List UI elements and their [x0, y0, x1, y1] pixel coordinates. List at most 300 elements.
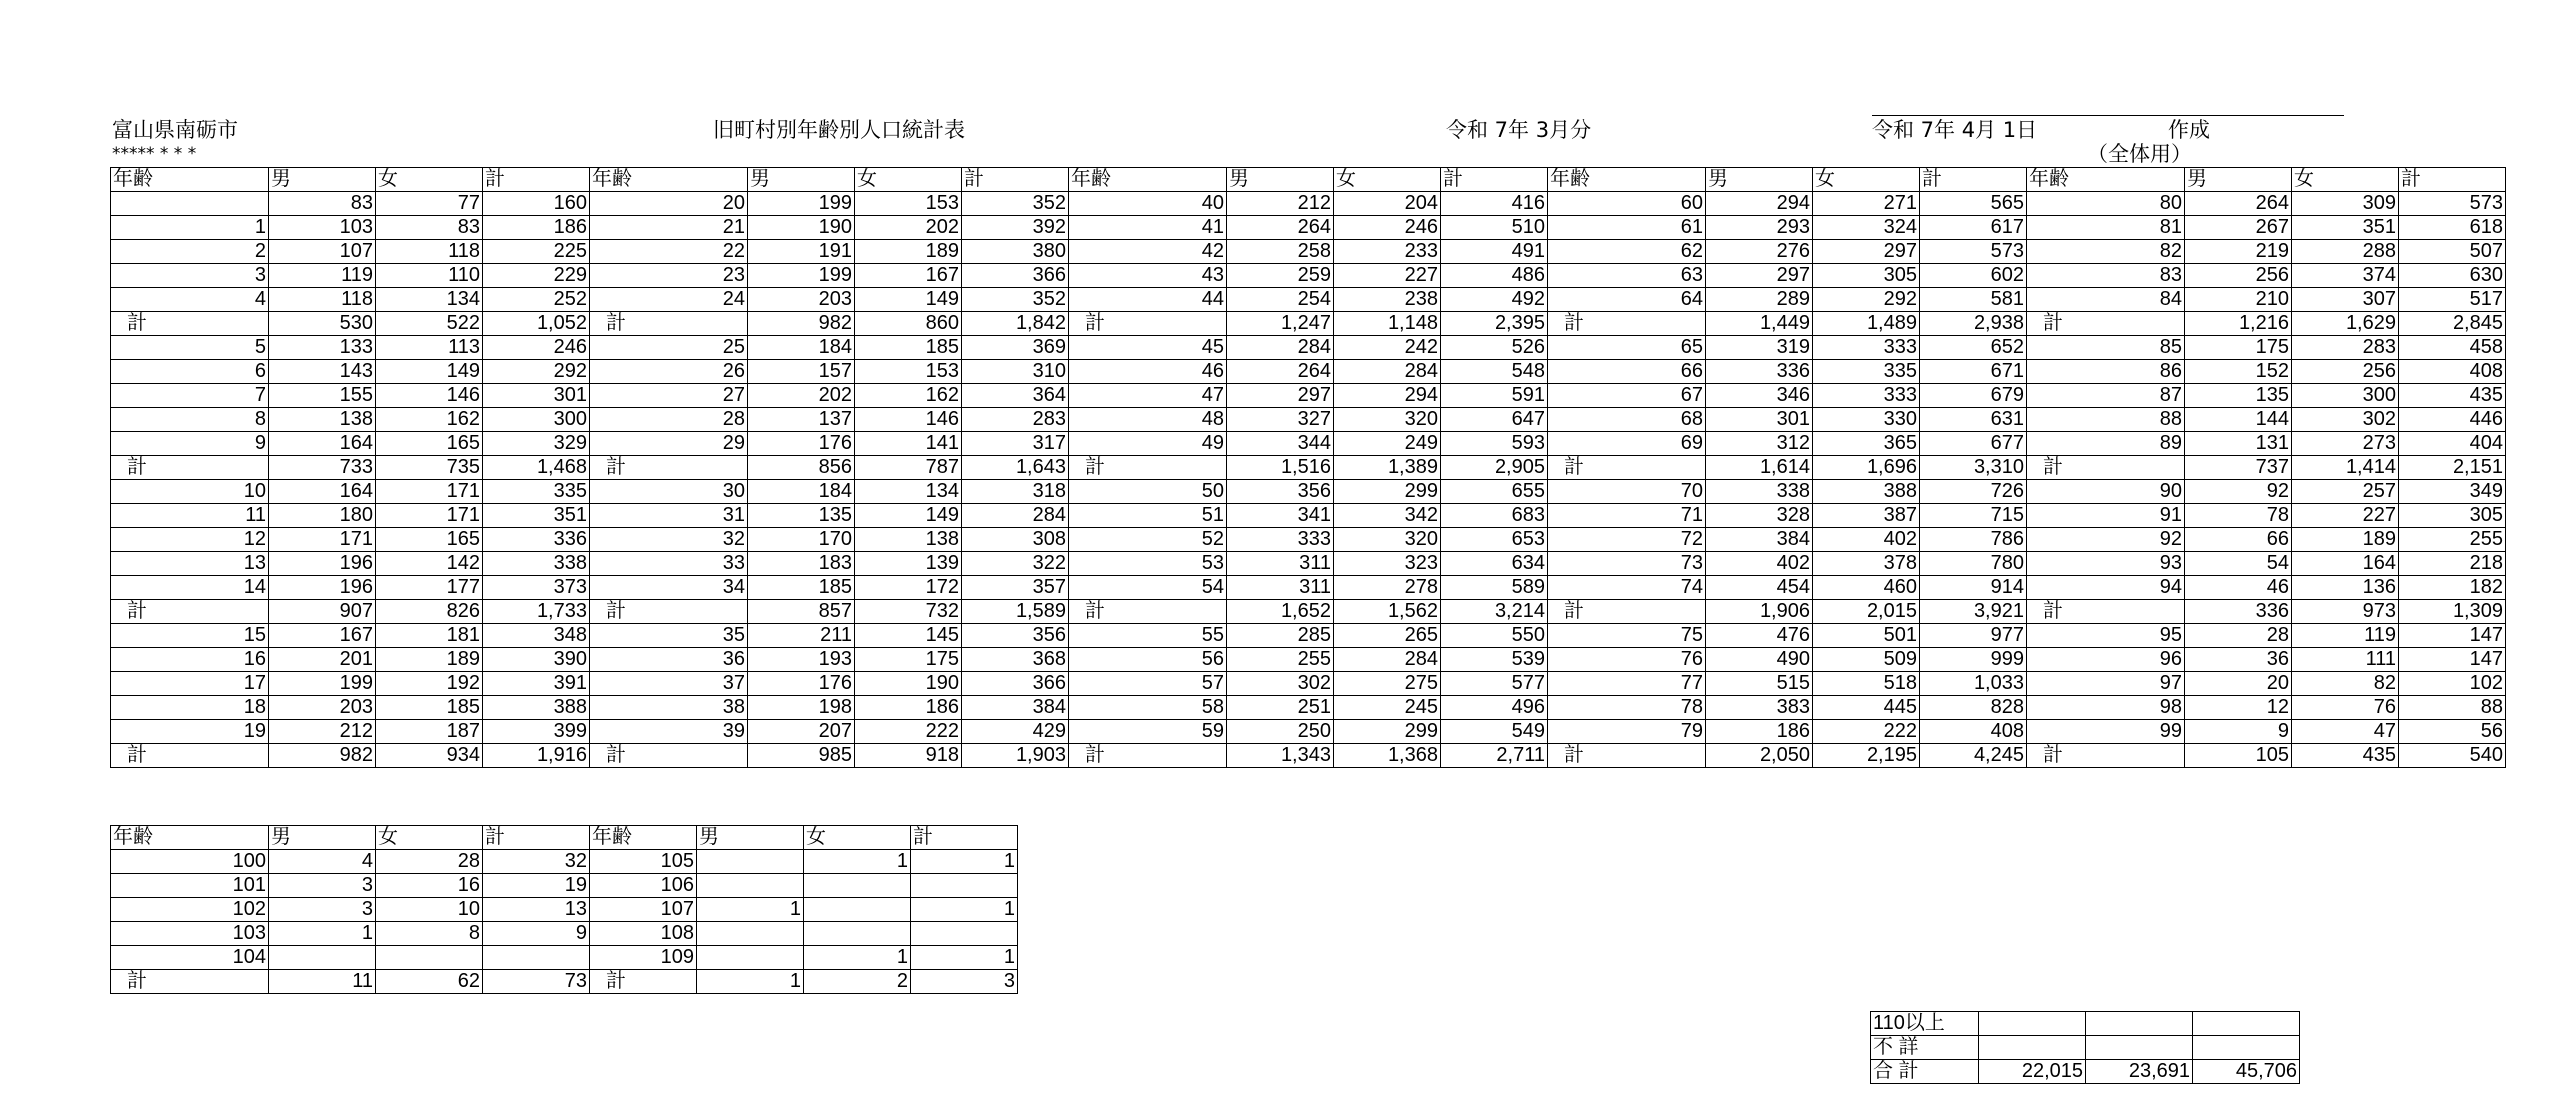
main_table-value-cell: 446: [2399, 408, 2506, 432]
main_table-value-cell: 402: [1813, 528, 1920, 552]
main_table-value-cell: 110: [376, 264, 483, 288]
main_table-value-cell: 284: [962, 504, 1069, 528]
main_table-value-cell: 565: [1920, 192, 2027, 216]
main_table-age-cell: 計: [2027, 456, 2185, 480]
main_table-value-cell: 733: [269, 456, 376, 480]
main_table-value-cell: 392: [962, 216, 1069, 240]
main_table-value-cell: 149: [855, 504, 962, 528]
main_table-value-cell: 149: [855, 288, 962, 312]
main_table-value-cell: 342: [1334, 504, 1441, 528]
main_table-value-cell: 212: [269, 720, 376, 744]
main_table-value-cell: 914: [1920, 576, 2027, 600]
main_table-value-cell: 408: [2399, 360, 2506, 384]
main_table-value-cell: 357: [962, 576, 1069, 600]
bottom_table-value-cell: 10: [376, 898, 483, 922]
bottom_table-value-cell: [376, 946, 483, 970]
main_table-header-cell: 女: [1813, 168, 1920, 192]
main_table-value-cell: 107: [269, 240, 376, 264]
main_table-value-cell: 378: [1813, 552, 1920, 576]
main_table-age-cell: 59: [1069, 720, 1227, 744]
main_table-age-cell: 6: [111, 360, 269, 384]
main_table-value-cell: 1,916: [483, 744, 590, 768]
main_table-age-cell: 31: [590, 504, 748, 528]
main_table-value-cell: 329: [483, 432, 590, 456]
main_table-age-cell: 22: [590, 240, 748, 264]
bottom_table-value-cell: 13: [483, 898, 590, 922]
main_table-value-cell: 985: [748, 744, 855, 768]
main_table-age-cell: 60: [1548, 192, 1706, 216]
main_table-value-cell: 177: [376, 576, 483, 600]
main_table-header-cell: 男: [269, 168, 376, 192]
main_table-header-cell: 計: [1441, 168, 1548, 192]
main_table-value-cell: 300: [2292, 384, 2399, 408]
main_table-row: [111, 576, 2506, 600]
main_table-value-cell: 312: [1706, 432, 1813, 456]
main_table-age-cell: 72: [1548, 528, 1706, 552]
main_table-age-cell: 38: [590, 696, 748, 720]
main_table-value-cell: 679: [1920, 384, 2027, 408]
main_table-value-cell: 317: [962, 432, 1069, 456]
main_table-header-cell: 年齢: [1069, 168, 1227, 192]
bottom_table-value-cell: 11: [269, 970, 376, 994]
main_table-value-cell: 338: [1706, 480, 1813, 504]
main_table-value-cell: 435: [2292, 744, 2399, 768]
main_table-value-cell: 3,310: [1920, 456, 2027, 480]
main_table-value-cell: 356: [962, 624, 1069, 648]
main_table-value-cell: 655: [1441, 480, 1548, 504]
main_table-value-cell: 184: [748, 480, 855, 504]
bottom_table-header-cell: 計: [911, 826, 1018, 850]
main_table-age-cell: 48: [1069, 408, 1227, 432]
main_table-value-cell: 507: [2399, 240, 2506, 264]
main_table-value-cell: 186: [1706, 720, 1813, 744]
main_table-age-cell: 30: [590, 480, 748, 504]
main_table-value-cell: 180: [269, 504, 376, 528]
main_table-value-cell: 152: [2185, 360, 2292, 384]
main_table-value-cell: 918: [855, 744, 962, 768]
main_table-age-cell: 54: [1069, 576, 1227, 600]
main_table-value-cell: 185: [376, 696, 483, 720]
main_table-value-cell: 2,711: [1441, 744, 1548, 768]
main_table-value-cell: 322: [962, 552, 1069, 576]
main_table-row: [111, 432, 2506, 456]
main_table-age-cell: 16: [111, 648, 269, 672]
main_table-age-cell: 計: [1548, 600, 1706, 624]
main_table-value-cell: 491: [1441, 240, 1548, 264]
main_table-value-cell: 631: [1920, 408, 2027, 432]
main_table-age-cell: 計: [1548, 456, 1706, 480]
main_table-value-cell: 510: [1441, 216, 1548, 240]
main_table-value-cell: 147: [2399, 648, 2506, 672]
main_table-value-cell: 139: [855, 552, 962, 576]
main_table-value-cell: 351: [2292, 216, 2399, 240]
main_table-age-cell: 61: [1548, 216, 1706, 240]
bottom_table-age-cell: 107: [590, 898, 697, 922]
main_table-age-cell: 83: [2027, 264, 2185, 288]
main_table-value-cell: 1,562: [1334, 600, 1441, 624]
main_table-value-cell: 202: [855, 216, 962, 240]
main_table-value-cell: 602: [1920, 264, 2027, 288]
main_table-value-cell: 113: [376, 336, 483, 360]
main_table-value-cell: 4,245: [1920, 744, 2027, 768]
main_table-age-cell: 計: [1069, 600, 1227, 624]
created-date: 令和 7年 4月 1日: [1872, 118, 2038, 142]
main_table-value-cell: 490: [1706, 648, 1813, 672]
main_table-value-cell: 176: [748, 672, 855, 696]
main_table-value-cell: 233: [1334, 240, 1441, 264]
date-rule: [1872, 115, 2344, 116]
main_table-row: [111, 456, 2506, 480]
totals-value-cell: [1979, 1012, 2086, 1036]
main_table-age-cell: 計: [590, 600, 748, 624]
main_table-row: [111, 264, 2506, 288]
main_table-value-cell: 1,733: [483, 600, 590, 624]
main_table-value-cell: 652: [1920, 336, 2027, 360]
main_table-value-cell: 349: [2399, 480, 2506, 504]
main_table-value-cell: 1,589: [962, 600, 1069, 624]
main_table-value-cell: 344: [1227, 432, 1334, 456]
main_table-header-cell: 計: [1920, 168, 2027, 192]
main_table-value-cell: 320: [1334, 408, 1441, 432]
main_table-value-cell: 284: [1334, 648, 1441, 672]
main_table-value-cell: 182: [2399, 576, 2506, 600]
main_table-value-cell: 305: [1813, 264, 1920, 288]
bottom_table-value-cell: [804, 922, 911, 946]
main_table-value-cell: 1,033: [1920, 672, 2027, 696]
bottom_table-value-cell: 3: [269, 898, 376, 922]
main_table-value-cell: 164: [269, 432, 376, 456]
main_table-value-cell: 647: [1441, 408, 1548, 432]
bottom_table-value-cell: 62: [376, 970, 483, 994]
main_table-value-cell: 294: [1334, 384, 1441, 408]
main_table-row: [111, 720, 2506, 744]
main_table-row: [111, 192, 2506, 216]
main_table-value-cell: 318: [962, 480, 1069, 504]
main_table-value-cell: 1,449: [1706, 312, 1813, 336]
main_table-value-cell: 141: [855, 432, 962, 456]
main_table-value-cell: 162: [855, 384, 962, 408]
main_table-age-cell: 40: [1069, 192, 1227, 216]
main_table-age-cell: 3: [111, 264, 269, 288]
main_table-value-cell: 307: [2292, 288, 2399, 312]
main_table-value-cell: 273: [2292, 432, 2399, 456]
main_table-age-cell: 17: [111, 672, 269, 696]
main_table-age-cell: 34: [590, 576, 748, 600]
main_table-value-cell: 153: [855, 360, 962, 384]
main_table-age-cell: 37: [590, 672, 748, 696]
main_table-value-cell: 172: [855, 576, 962, 600]
main_table-value-cell: 294: [1706, 192, 1813, 216]
main_table-value-cell: 1,652: [1227, 600, 1334, 624]
bottom_table-header-cell: 年齢: [111, 826, 269, 850]
main_table-row: [111, 624, 2506, 648]
main_table-age-cell: 76: [1548, 648, 1706, 672]
main_table-age-cell: 計: [111, 600, 269, 624]
main_table-value-cell: 1,489: [1813, 312, 1920, 336]
main_table-value-cell: 308: [962, 528, 1069, 552]
bottom_table-value-cell: [483, 946, 590, 970]
bottom_table-value-cell: [804, 898, 911, 922]
main_table-age-cell: 2: [111, 240, 269, 264]
main_table-value-cell: 297: [1706, 264, 1813, 288]
main_table-value-cell: 83: [269, 192, 376, 216]
main_table-header-cell: 計: [483, 168, 590, 192]
main_table-value-cell: 509: [1813, 648, 1920, 672]
main_table-age-cell: 11: [111, 504, 269, 528]
main_table-value-cell: 203: [748, 288, 855, 312]
main_table-value-cell: 300: [483, 408, 590, 432]
main_table-value-cell: 275: [1334, 672, 1441, 696]
main_table-value-cell: 88: [2399, 696, 2506, 720]
bottom_table-value-cell: 19: [483, 874, 590, 898]
main_table-value-cell: 297: [1227, 384, 1334, 408]
main_table-age-cell: 97: [2027, 672, 2185, 696]
main_table-age-cell: 65: [1548, 336, 1706, 360]
main_table-value-cell: 2,050: [1706, 744, 1813, 768]
main_table-value-cell: 501: [1813, 624, 1920, 648]
bottom_table-value-cell: 1: [804, 850, 911, 874]
main_table-value-cell: 333: [1813, 384, 1920, 408]
main_table-value-cell: 285: [1227, 624, 1334, 648]
main_table-value-cell: 365: [1813, 432, 1920, 456]
main_table-row: [111, 408, 2506, 432]
totals-value-cell: [2193, 1012, 2300, 1036]
main_table-value-cell: 267: [2185, 216, 2292, 240]
bottom_table-header-cell: 年齢: [590, 826, 697, 850]
main_table-value-cell: 1,414: [2292, 456, 2399, 480]
main_table-value-cell: 617: [1920, 216, 2027, 240]
totals-row: [1871, 1036, 2300, 1060]
main_table-value-cell: 245: [1334, 696, 1441, 720]
bottom_table-value-cell: 1: [911, 946, 1018, 970]
main_table-value-cell: 336: [2185, 600, 2292, 624]
main_table-header-cell: 女: [2292, 168, 2399, 192]
main_table-value-cell: 212: [1227, 192, 1334, 216]
main_table-value-cell: 210: [2185, 288, 2292, 312]
main_table-value-cell: 102: [2399, 672, 2506, 696]
main_table-row: [111, 384, 2506, 408]
main_table-age-cell: 73: [1548, 552, 1706, 576]
main_table-row: [111, 480, 2506, 504]
main_table-age-cell: 20: [590, 192, 748, 216]
main_table-age-cell: 80: [2027, 192, 2185, 216]
main_table-value-cell: 292: [483, 360, 590, 384]
main_table-value-cell: 496: [1441, 696, 1548, 720]
totals-label-cell: 110以上: [1871, 1012, 1979, 1036]
main_table-value-cell: 255: [2399, 528, 2506, 552]
main_table-value-cell: 302: [1227, 672, 1334, 696]
main_table-value-cell: 1,468: [483, 456, 590, 480]
main_table-value-cell: 368: [962, 648, 1069, 672]
main_table-value-cell: 137: [748, 408, 855, 432]
main_table-value-cell: 119: [269, 264, 376, 288]
main_table-value-cell: 288: [2292, 240, 2399, 264]
main_table-age-cell: 57: [1069, 672, 1227, 696]
main_table-value-cell: 408: [1920, 720, 2027, 744]
main_table-value-cell: 255: [1227, 648, 1334, 672]
main_table-age-cell: 85: [2027, 336, 2185, 360]
main_table-age-cell: 98: [2027, 696, 2185, 720]
main_table-age-cell: 78: [1548, 696, 1706, 720]
bottom_table-header-cell: 計: [483, 826, 590, 850]
main_table-value-cell: 147: [2399, 624, 2506, 648]
main_table-value-cell: 199: [269, 672, 376, 696]
main_table-value-cell: 190: [855, 672, 962, 696]
main_table-value-cell: 164: [2292, 552, 2399, 576]
main_table-header-cell: 計: [962, 168, 1069, 192]
main_table-age-cell: 58: [1069, 696, 1227, 720]
main_table-value-cell: 356: [1227, 480, 1334, 504]
main_table-value-cell: 320: [1334, 528, 1441, 552]
main_table-age-cell: 27: [590, 384, 748, 408]
main_table-value-cell: 1,643: [962, 456, 1069, 480]
main_table-age-cell: 91: [2027, 504, 2185, 528]
main_table-value-cell: 351: [483, 504, 590, 528]
main_table-value-cell: 299: [1334, 480, 1441, 504]
main_table-age-cell: 63: [1548, 264, 1706, 288]
main_table-age-cell: 56: [1069, 648, 1227, 672]
main_table-value-cell: 530: [269, 312, 376, 336]
main_table-row: [111, 504, 2506, 528]
main_table-value-cell: 540: [2399, 744, 2506, 768]
totals-value-cell: 45,706: [2193, 1060, 2300, 1084]
main_table-value-cell: 1,903: [962, 744, 1069, 768]
main_table-value-cell: 162: [376, 408, 483, 432]
main_table-value-cell: 999: [1920, 648, 2027, 672]
main_table-age-cell: 86: [2027, 360, 2185, 384]
main_table-header-cell: 計: [2399, 168, 2506, 192]
main_table-value-cell: 184: [748, 336, 855, 360]
main_table-value-cell: 1,842: [962, 312, 1069, 336]
main_table-value-cell: 458: [2399, 336, 2506, 360]
main_table-header-cell: 女: [855, 168, 962, 192]
bottom_table-header-cell: 女: [376, 826, 483, 850]
main_table-value-cell: 134: [376, 288, 483, 312]
main_table-value-cell: 47: [2292, 720, 2399, 744]
main_table-value-cell: 157: [748, 360, 855, 384]
main_table-row: [111, 312, 2506, 336]
main_table-age-cell: 41: [1069, 216, 1227, 240]
main_table-value-cell: 136: [2292, 576, 2399, 600]
bottom_table-value-cell: 1: [269, 922, 376, 946]
main_table-value-cell: 238: [1334, 288, 1441, 312]
main_table-value-cell: 787: [855, 456, 962, 480]
main_table-value-cell: 416: [1441, 192, 1548, 216]
main_table-value-cell: 171: [376, 480, 483, 504]
main_table-value-cell: 171: [269, 528, 376, 552]
main_table-value-cell: 522: [376, 312, 483, 336]
main_table-value-cell: 82: [2292, 672, 2399, 696]
main_table-value-cell: 3,214: [1441, 600, 1548, 624]
main_table-value-cell: 164: [269, 480, 376, 504]
main_table-value-cell: 246: [1334, 216, 1441, 240]
main_table-value-cell: 251: [1227, 696, 1334, 720]
main_table-age-cell: 35: [590, 624, 748, 648]
bottom_table-value-cell: [697, 850, 804, 874]
main_table-age-cell: 19: [111, 720, 269, 744]
main_table-value-cell: 289: [1706, 288, 1813, 312]
main_table-value-cell: 297: [1813, 240, 1920, 264]
main_table-age-cell: 32: [590, 528, 748, 552]
main_table-value-cell: 492: [1441, 288, 1548, 312]
totals-value-cell: [2086, 1012, 2193, 1036]
main_table-age-cell: 46: [1069, 360, 1227, 384]
main_table-value-cell: 2,151: [2399, 456, 2506, 480]
main_table-value-cell: 486: [1441, 264, 1548, 288]
main_table-value-cell: 190: [748, 216, 855, 240]
main_table-age-cell: 7: [111, 384, 269, 408]
main_table-value-cell: 977: [1920, 624, 2027, 648]
main_table-age-cell: 49: [1069, 432, 1227, 456]
main_table-value-cell: 323: [1334, 552, 1441, 576]
main_table-age-cell: 21: [590, 216, 748, 240]
main_table-value-cell: 1,696: [1813, 456, 1920, 480]
main_table-value-cell: 170: [748, 528, 855, 552]
main_table-value-cell: 1,247: [1227, 312, 1334, 336]
main_table-value-cell: 577: [1441, 672, 1548, 696]
main_table-value-cell: 155: [269, 384, 376, 408]
main_table-value-cell: 677: [1920, 432, 2027, 456]
main_table-value-cell: 92: [2185, 480, 2292, 504]
bottom_table-value-cell: [697, 922, 804, 946]
main_table-value-cell: 683: [1441, 504, 1548, 528]
main_table-value-cell: 196: [269, 552, 376, 576]
main_table-value-cell: 189: [2292, 528, 2399, 552]
main_table-age-cell: 26: [590, 360, 748, 384]
main_table-value-cell: 973: [2292, 600, 2399, 624]
main_table-value-cell: 278: [1334, 576, 1441, 600]
main_table-value-cell: 828: [1920, 696, 2027, 720]
main_table-value-cell: 309: [2292, 192, 2399, 216]
main_table-value-cell: 302: [2292, 408, 2399, 432]
main_table-value-cell: 202: [748, 384, 855, 408]
main_table-age-cell: 8: [111, 408, 269, 432]
bottom_table-header-row: [111, 826, 1018, 850]
main_table-value-cell: 319: [1706, 336, 1813, 360]
main_table-value-cell: 193: [748, 648, 855, 672]
main_table-value-cell: 336: [1706, 360, 1813, 384]
main_table-value-cell: 133: [269, 336, 376, 360]
main_table-value-cell: 265: [1334, 624, 1441, 648]
main_table-value-cell: 327: [1227, 408, 1334, 432]
main_table-value-cell: 118: [269, 288, 376, 312]
main_table-value-cell: 135: [2185, 384, 2292, 408]
main_table-value-cell: 256: [2292, 360, 2399, 384]
main_table-value-cell: 222: [855, 720, 962, 744]
main_table-header-cell: 年齢: [590, 168, 748, 192]
main_table-value-cell: 257: [2292, 480, 2399, 504]
main_table-age-cell: 55: [1069, 624, 1227, 648]
main_table-header-cell: 女: [376, 168, 483, 192]
main_table-age-cell: 29: [590, 432, 748, 456]
main_table-age-cell: 90: [2027, 480, 2185, 504]
main_table-age-cell: 15: [111, 624, 269, 648]
main_table-age-cell: 53: [1069, 552, 1227, 576]
main_table-age-cell: 33: [590, 552, 748, 576]
main_table-value-cell: 1,516: [1227, 456, 1334, 480]
bottom_table-age-cell: 101: [111, 874, 269, 898]
main_table-value-cell: 593: [1441, 432, 1548, 456]
bottom_table-age-cell: 106: [590, 874, 697, 898]
main_table-age-cell: 77: [1548, 672, 1706, 696]
main_table-value-cell: 187: [376, 720, 483, 744]
main_table-value-cell: 250: [1227, 720, 1334, 744]
main_table-header-cell: 男: [2185, 168, 2292, 192]
totals-label-cell: 合 計: [1871, 1060, 1979, 1084]
main_table-value-cell: 671: [1920, 360, 2027, 384]
bottom_table-value-cell: [911, 874, 1018, 898]
main_table-value-cell: 515: [1706, 672, 1813, 696]
